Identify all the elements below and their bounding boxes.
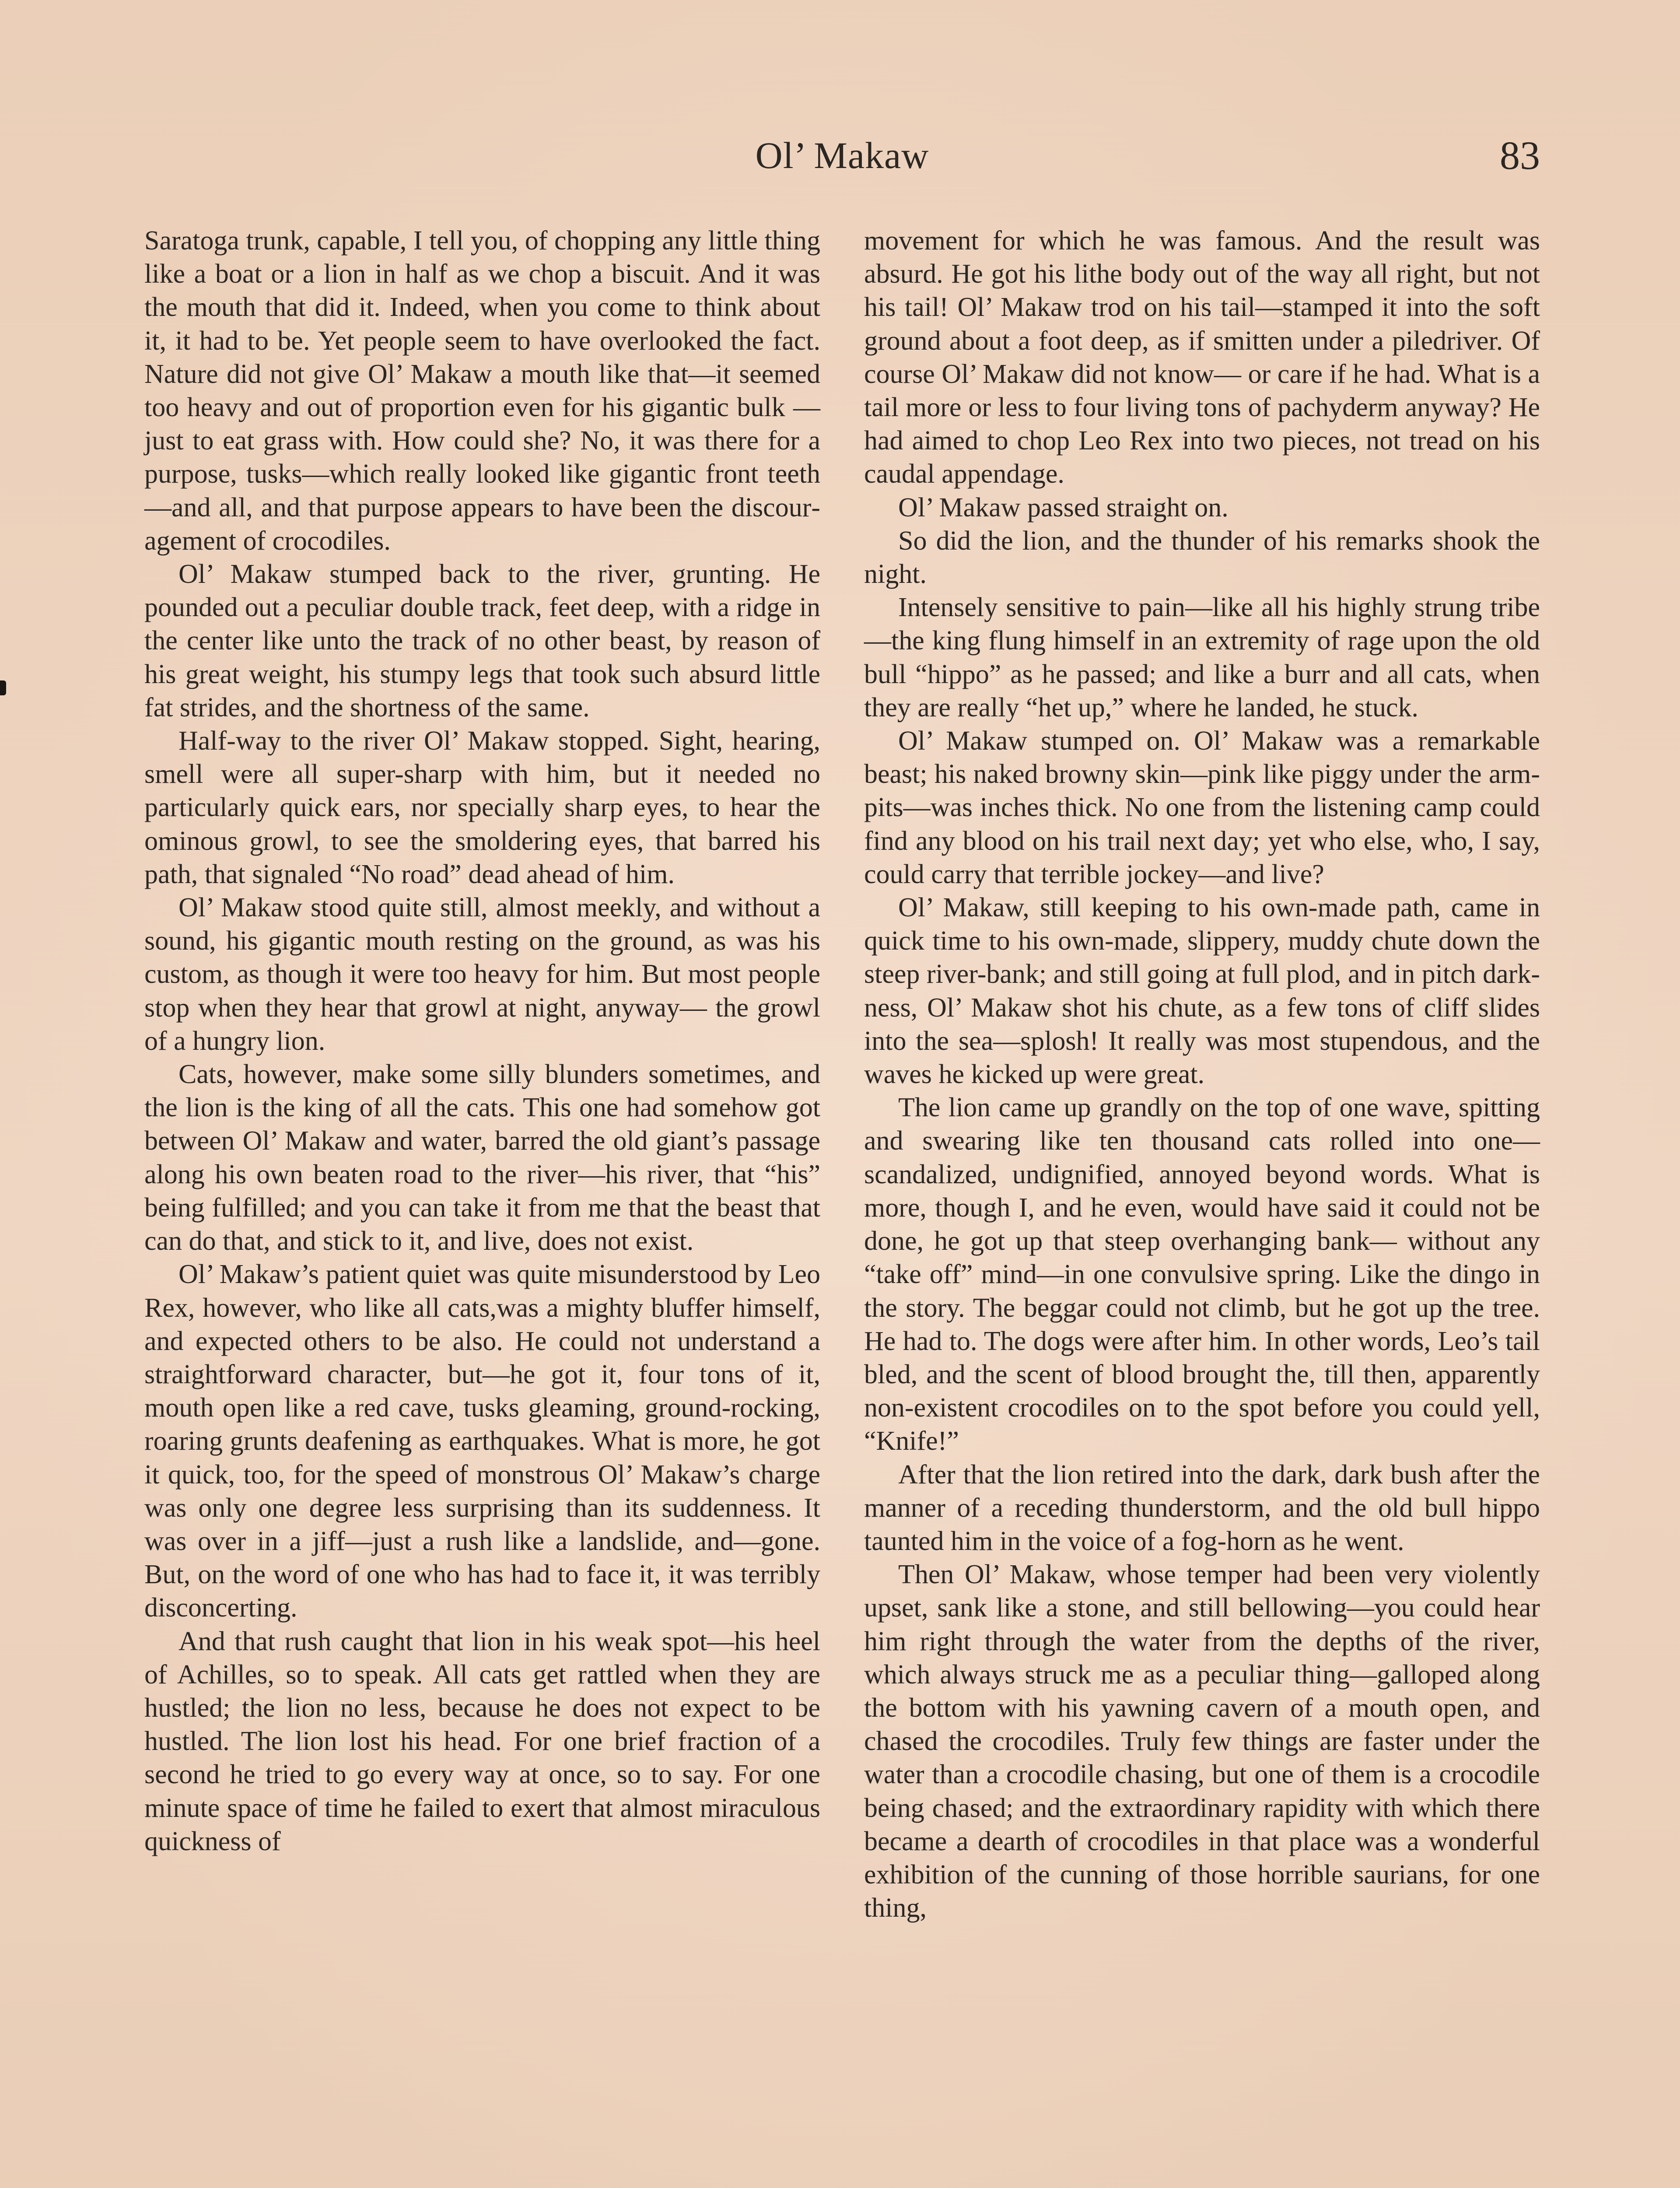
paragraph: Saratoga trunk, capable, I tell you, of chopping any little thing like a boat or a lion in half as we chop a biscuit. And it was the mouth that did it. Indeed, when you come to think about it, it had to be. Yet people seem to have overlooked the fact. Nature did not give Ol’ Makaw a mouth like that—it seemed too heavy and out of proportion even for his gigantic bulk —just to eat grass with. How could she? No, it was there for a purpose, tusks—which really looked like gigantic front teeth—and all, and that purpose appears to have been the discouragement of crocodiles.	[144, 226, 820, 556]
paragraph: So did the lion, and the thunder of his remarks shook the night.	[864, 526, 1540, 589]
paragraph: Ol’ Makaw stumped on. Ol’ Makaw was a remarkable beast; his naked browny skin—pink like piggy under the arm-pits—was inches thick. No one from the listening camp could find any blood on his trail next day; yet who else, who, I say, could carry that terrible jockey—and live?	[864, 726, 1540, 889]
page-number: 83	[1500, 133, 1540, 178]
paragraph: Ol’ Makaw stumped back to the river, grunting. He pounded out a peculiar double track, feet deep, with a ridge in the center like unto the track of no other beast, by reason of his great weight, his stumpy legs that took such absurd little fat strides, and the shortness of the same.	[144, 559, 820, 722]
paragraph: And that rush caught that lion in his weak spot—his heel of Achilles, so to speak. All cats get rattled when they are hustled; the lion no less, because he does not expect to be hustled. The lion lost his head. For one brief fraction of a second he tried to go every way at once, so to say. For one minute space of time he failed to exert that almost miraculous quickness of	[144, 1626, 820, 1856]
paragraph: Ol’ Makaw passed straight on.	[898, 492, 1228, 522]
left-column	[144, 224, 820, 1858]
running-title: Ol’ Makaw	[755, 134, 929, 176]
paragraph: Ol’ Makaw’s patient quiet was quite misunderstood by Leo Rex, however, who like all cats,was a mighty bluffer himself, and expected others to be also. He could not understand a straightforward character, but—he got it, four tons of it, mouth open like a red cave, tusks gleaming, ground-rocking, roaring grunts deafening as earthquakes. What is more, he got it quick, too, for the speed of monstrous Ol’ Makaw’s charge was only one degree less surprising than its suddenness. It was over in a jiff—just a rush like a landslide, and—gone. But, on the word of one who has had to face it, it was terribly disconcerting.	[144, 1259, 820, 1623]
paragraph: Ol’ Makaw, still keeping to his own-made path, came in quick time to his own-made, slippery, muddy chute down the steep river-bank; and still going at full plod, and in pitch darkness, Ol’ Makaw shot his chute, as a few tons of cliff slides into the sea—splosh! It really was most stupendous, and the waves he kicked up were great.	[864, 893, 1540, 1090]
paragraph: Half-way to the river Ol’ Makaw stopped. Sight, hearing, smell were all super-sharp with him, but it needed no particularly quick ears, nor specially sharp eyes, to hear the ominous growl, to see the smoldering eyes, that barred his path, that signaled “No road” dead ahead of him.	[144, 726, 820, 889]
paragraph: After that the lion retired into the dark, dark bush after the manner of a receding thunderstorm, and the old bull hippo taunted him in the voice of a fog-horn as he went.	[864, 1459, 1540, 1556]
paragraph: Then Ol’ Makaw, whose temper had been very violently upset, sank like a stone, and still bellowing—you could hear him right through the water from the depths of the river, which always struck me as a peculiar thing—galloped along the bottom with his yawning cavern of a mouth open, and chased the crocodiles. Truly few things are faster under the water than a crocodile chasing, but one of them is a crocodile being chased; and the extraordinary rapidity with which there became a dearth of crocodiles in that place was a wonderful exhibition of the cunning of those horrible saurians, for one thing,	[864, 1560, 1540, 1923]
paragraph: The lion came up grandly on the top of one wave, spitting and swearing like ten thousand cats rolled into one—scandalized, undignified, annoyed beyond words. What is more, though I, and he even, would have said it could not be done, he got up that steep overhanging bank— without any “take off” mind—in one convulsive spring. Like the dingo in the story. The beggar could not climb, but he got up the tree. He had to. The dogs were after him. In other words, Leo’s tail bled, and the scent of blood brought the, till then, apparently non-existent crocodiles on to the spot before you could yell, “Knife!”	[864, 1093, 1540, 1456]
binding-mark	[0, 680, 6, 695]
paragraph: movement for which he was famous. And the result was absurd. He got his lithe body out of the way all right, but not his tail! Ol’ Makaw trod on his tail—stamped it into the soft ground about a foot deep, as if smitten under a piledriver. Of course Ol’ Makaw did not know— or care if he had. What is a tail more or less to four living tons of pachyderm anyway? He had aimed to chop Leo Rex into two pieces, not tread on his caudal appendage.	[864, 226, 1540, 489]
paragraph: Intensely sensitive to pain—like all his highly strung tribe—the king flung himself in an extremity of rage upon the old bull “hippo” as he passed; and like a burr and all cats, when they are really “het up,” where he landed, he stuck.	[864, 593, 1540, 722]
paragraph: Ol’ Makaw stood quite still, almost meekly, and without a sound, his gigantic mouth resting on the ground, as was his custom, as though it were too heavy for him. But most people stop when they hear that growl at night, anyway— the growl of a hungry lion.	[144, 893, 820, 1056]
page-header	[144, 131, 1540, 188]
paragraph: Cats, however, make some silly blunders sometimes, and the lion is the king of all the cats. This one had somehow got between Ol’ Makaw and water, barred the old giant’s passage along his own beaten road to the river—his river, that “his” being fulfilled; and you can take it from me that the beast that can do that, and stick to it, and live, does not exist.	[144, 1059, 820, 1256]
right-column	[864, 224, 1540, 1925]
